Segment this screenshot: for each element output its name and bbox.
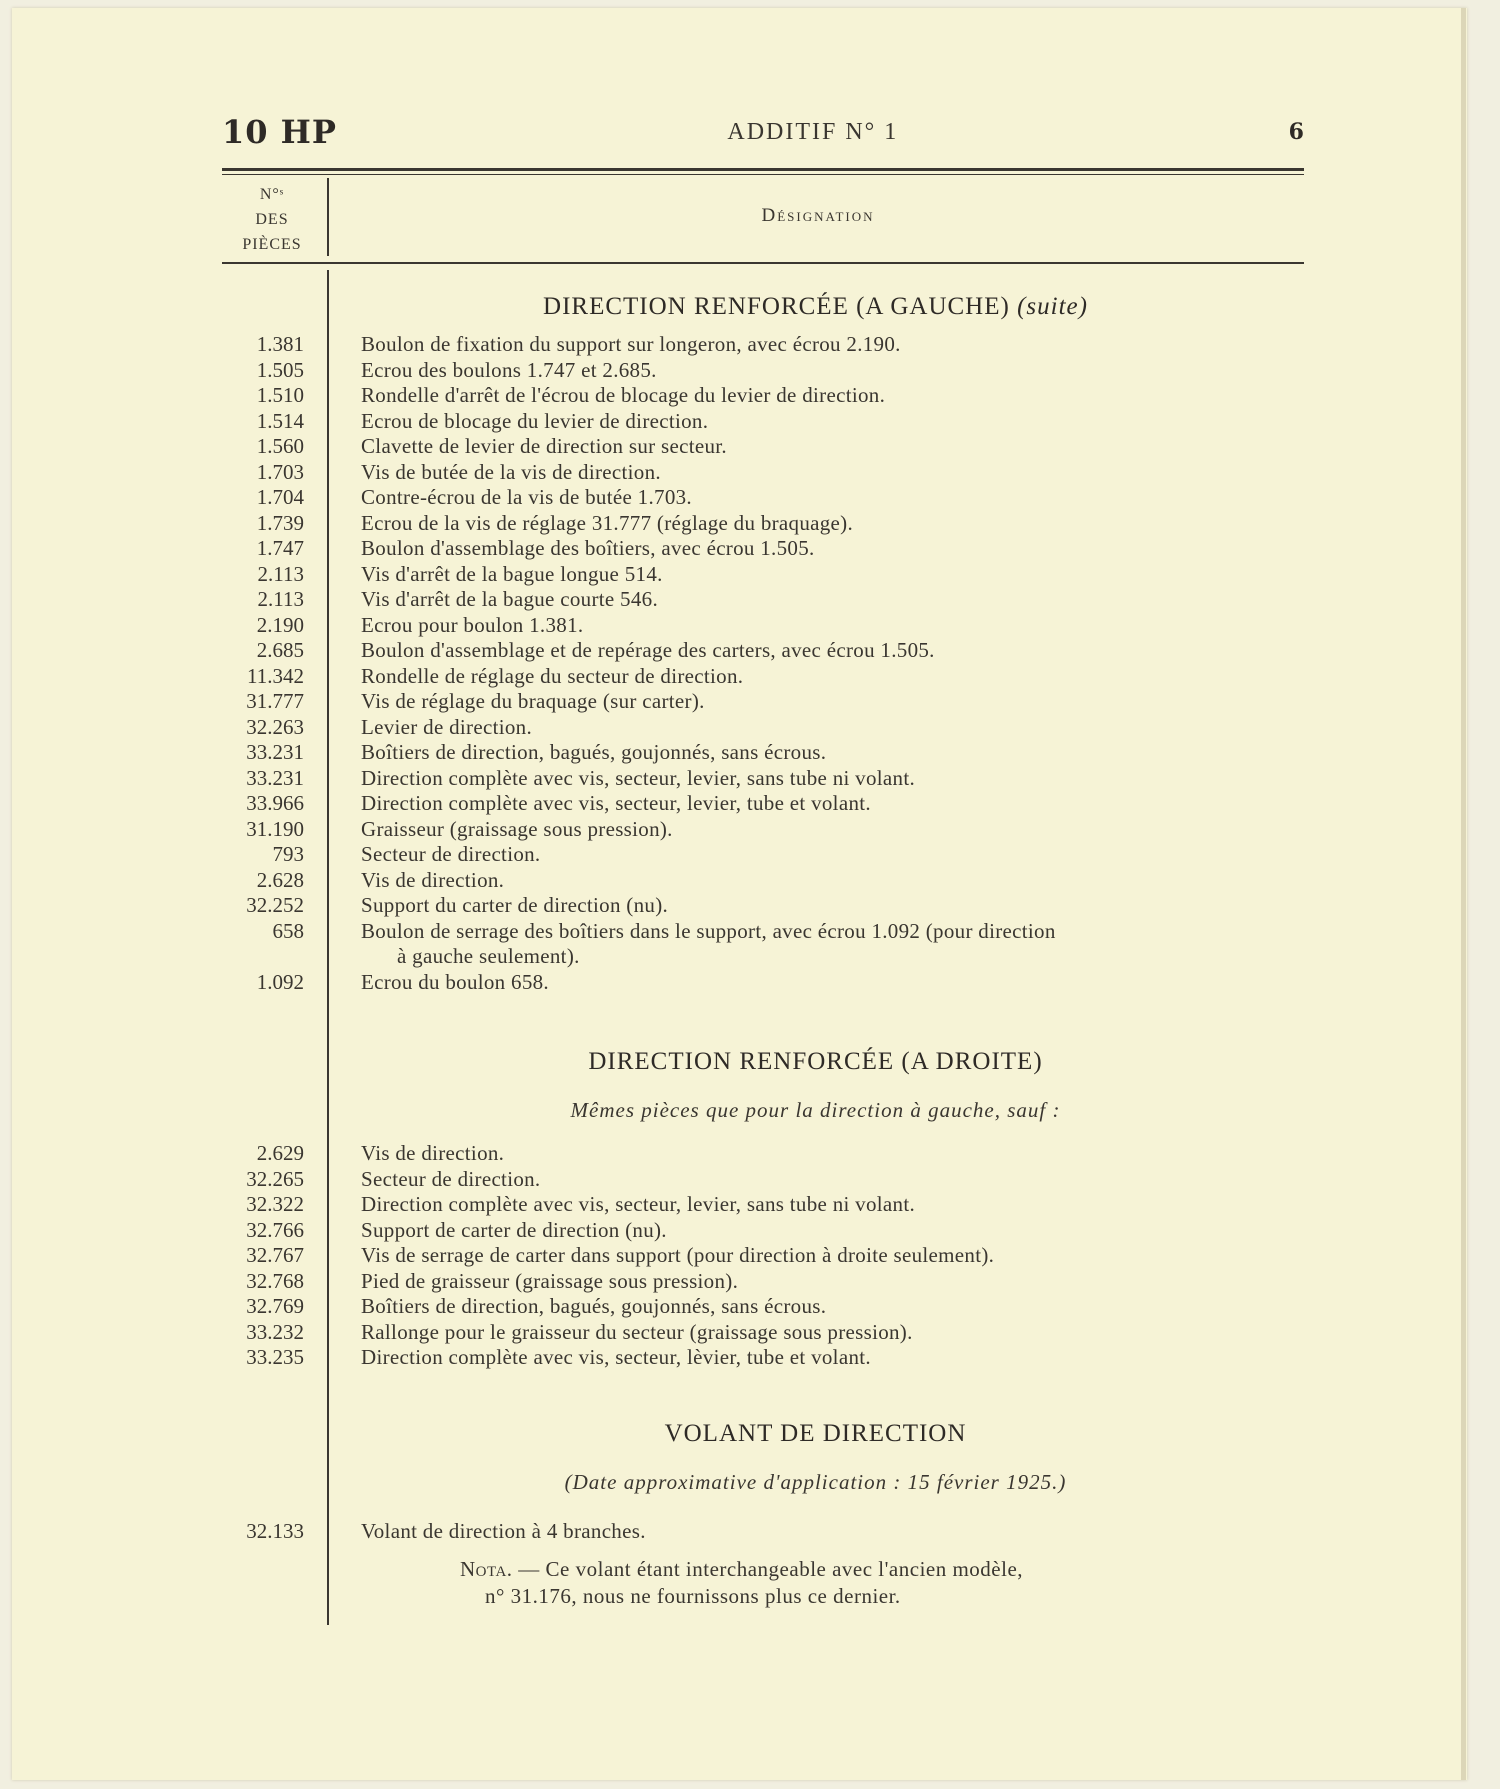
document-title: ADDITIF N° 1	[727, 118, 899, 145]
part-number: 2.685	[256, 638, 304, 662]
table-row	[222, 1269, 1304, 1295]
part-number: 1.510	[256, 383, 304, 407]
part-number: 1.092	[256, 969, 304, 994]
part-designation: Rondelle d'arrêt de l'écrou de blocage du levier de direction.	[361, 383, 886, 407]
table-row	[222, 817, 1304, 843]
part-designation: Support du carter de direction (nu).	[361, 893, 669, 917]
part-number: 32.322	[246, 1192, 304, 1216]
part-designation: Vis d'arrêt de la bague courte 546.	[361, 587, 658, 611]
part-designation: Ecrou des boulons 1.747 et 2.685.	[361, 357, 657, 382]
part-number: 33.966	[246, 791, 304, 815]
part-number: 2.628	[256, 867, 304, 892]
table-row	[222, 434, 1304, 460]
part-number: 32.265	[246, 1166, 304, 1191]
table-row	[222, 1192, 1304, 1218]
part-number: 2.190	[256, 612, 304, 637]
part-number: 33.235	[246, 1345, 304, 1369]
part-number: 1.747	[256, 536, 304, 560]
part-designation: Vis de butée de la vis de direction.	[361, 459, 661, 484]
part-designation: Contre-écrou de la vis de butée 1.703.	[361, 485, 692, 509]
table-row	[222, 791, 1304, 817]
part-number: 793	[272, 842, 304, 866]
column-divider	[327, 178, 329, 256]
part-number: 31.777	[246, 689, 304, 713]
part-designation: Secteur de direction.	[361, 1166, 541, 1191]
table-row	[222, 715, 1304, 741]
part-designation: Vis de direction.	[361, 867, 505, 892]
part-number: 33.231	[246, 765, 304, 790]
parts-list	[222, 288, 1304, 1610]
table-row	[222, 332, 1304, 358]
part-number: 1.514	[256, 408, 304, 433]
table-row	[222, 893, 1304, 919]
header-rule	[222, 168, 1304, 172]
table-row	[222, 613, 1304, 639]
part-designation: Direction complète avec vis, secteur, levier, sans tube ni volant.	[361, 1192, 916, 1216]
table-row	[222, 1320, 1304, 1346]
part-designation: Ecrou pour boulon 1.381.	[361, 612, 584, 637]
table-row	[222, 970, 1304, 996]
table-row	[222, 1141, 1304, 1167]
part-designation: Support de carter de direction (nu).	[361, 1217, 667, 1242]
table-row	[222, 536, 1304, 562]
part-designation: Volant de direction à 4 branches.	[361, 1518, 646, 1543]
table-row	[222, 842, 1304, 868]
section-subtitle-droite: Mêmes pièces que pour la direction à gauche, sauf :	[570, 1098, 1061, 1122]
table-row	[222, 1519, 1304, 1545]
part-number: 1.505	[256, 357, 304, 382]
part-designation: Ecrou de blocage du levier de direction.	[361, 408, 709, 433]
section-subtitle-volant: (Date approximative d'application : 15 février 1925.)	[564, 1469, 1067, 1494]
part-designation: Rondelle de réglage du secteur de direction.	[361, 663, 744, 688]
part-designation: Vis de direction.	[361, 1141, 505, 1165]
page-edge	[1461, 8, 1466, 1780]
part-number: 32.252	[246, 893, 304, 917]
part-number: 32.133	[246, 1518, 304, 1543]
part-number: 32.263	[246, 714, 304, 739]
part-number: 32.767	[246, 1243, 304, 1267]
section-gauche-rows	[222, 332, 1304, 919]
table-row	[222, 460, 1304, 486]
section-title-volant: VOLANT DE DIRECTION	[664, 1419, 967, 1447]
table-row	[222, 919, 1304, 970]
part-designation: Pied de graisseur (graissage sous pression).	[361, 1268, 739, 1293]
table-row	[222, 358, 1304, 384]
part-number: 1.704	[256, 485, 304, 509]
model-name: 10 HP	[222, 113, 337, 151]
table-row	[222, 1294, 1304, 1320]
part-number: 1.739	[256, 510, 304, 535]
section-title-droite: DIRECTION RENFORCÉE (A DROITE)	[588, 1048, 1043, 1075]
part-number: 33.232	[246, 1319, 304, 1344]
part-number: 32.768	[246, 1268, 304, 1293]
part-designation: Boulon de serrage des boîtiers dans le support, avec écrou 1.092 (pour direction à gauche seulement).	[361, 918, 1056, 968]
part-number: 32.766	[246, 1217, 304, 1242]
nota-note: Nota. — Ce volant étant interchangeable avec l'ancien modèle, n° 31.176, nous ne fournissons plus ce dernier.	[460, 1557, 1024, 1608]
part-designation: Vis de serrage de carter dans support (pour direction à droite seulement).	[361, 1243, 995, 1267]
part-designation: Clavette de levier de direction sur secteur.	[361, 434, 727, 458]
table-row	[222, 868, 1304, 894]
part-number: 32.769	[246, 1294, 304, 1318]
table-row	[222, 1243, 1304, 1269]
part-designation: Direction complète avec vis, secteur, levier, tube et volant.	[361, 791, 871, 815]
table-row	[222, 511, 1304, 537]
nota-label: Nota.	[460, 1557, 513, 1581]
table-row	[222, 587, 1304, 613]
part-designation: Vis de réglage du braquage (sur carter).	[361, 689, 705, 713]
header-rule-thin	[222, 174, 1304, 175]
part-designation: Graisseur (graissage sous pression).	[361, 816, 673, 841]
part-designation: Levier de direction.	[361, 714, 533, 739]
part-designation: Secteur de direction.	[361, 842, 541, 866]
table-row	[222, 1167, 1304, 1193]
part-number: 11.342	[247, 663, 304, 688]
table-row	[222, 562, 1304, 588]
table-row	[222, 409, 1304, 435]
part-number: 2.113	[257, 587, 304, 611]
part-number: 2.113	[257, 561, 304, 586]
part-number: 33.231	[246, 740, 304, 764]
part-number: 658	[272, 918, 304, 943]
part-designation: Boîtiers de direction, bagués, goujonnés, sans écrous.	[361, 1294, 827, 1318]
column-header-designation: Désignation	[761, 205, 875, 226]
part-designation: Boulon de fixation du support sur longeron, avec écrou 2.190.	[361, 332, 901, 356]
table-row	[222, 689, 1304, 715]
section-droite-rows	[222, 1141, 1304, 1371]
part-designation: Vis d'arrêt de la bague longue 514.	[361, 561, 663, 586]
table-row	[222, 638, 1304, 664]
section-title-gauche: DIRECTION RENFORCÉE (A GAUCHE) (suite)	[543, 293, 1088, 320]
table-row	[222, 766, 1304, 792]
part-designation: Direction complète avec vis, secteur, lèvier, tube et volant.	[361, 1345, 871, 1369]
part-number: 1.560	[256, 434, 304, 458]
page-header	[222, 110, 1304, 154]
table-header-rule	[222, 262, 1304, 264]
page-number: 6	[1288, 119, 1304, 145]
part-designation: Rallonge pour le graisseur du secteur (graissage sous pression).	[361, 1319, 913, 1344]
table-row	[222, 1218, 1304, 1244]
part-designation: Boulon d'assemblage des boîtiers, avec écrou 1.505.	[361, 536, 815, 560]
part-designation: Ecrou du boulon 658.	[361, 969, 549, 994]
column-header-part-number: N°ˢ DES PIÈCES	[242, 186, 302, 253]
part-designation: Ecrou de la vis de réglage 31.777 (réglage du braquage).	[361, 510, 854, 535]
table-row	[222, 1345, 1304, 1371]
part-number: 1.381	[256, 332, 304, 356]
part-designation: Boulon d'assemblage et de repérage des carters, avec écrou 1.505.	[361, 638, 935, 662]
table-row	[222, 664, 1304, 690]
table-row	[222, 740, 1304, 766]
table-row	[222, 383, 1304, 409]
part-number: 31.190	[246, 816, 304, 841]
part-number: 1.703	[256, 459, 304, 484]
part-designation: Boîtiers de direction, bagués, goujonnés, sans écrous.	[361, 740, 827, 764]
part-number: 2.629	[256, 1141, 304, 1165]
table-row	[222, 485, 1304, 511]
part-designation: Direction complète avec vis, secteur, levier, sans tube ni volant.	[361, 765, 916, 790]
